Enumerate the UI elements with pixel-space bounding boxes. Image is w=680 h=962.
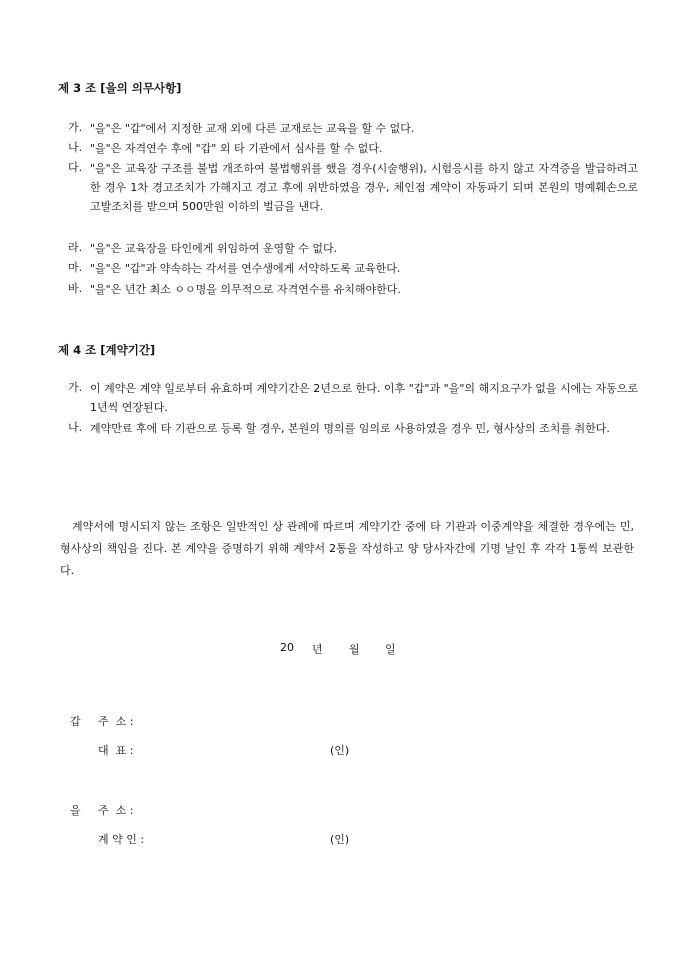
item-marker: 라. (68, 241, 83, 254)
article-3-item-ba (68, 280, 638, 299)
party-a-name: 갑 (70, 715, 81, 728)
item-text: "을"은 교육장 구조를 불법 개조하여 불법행위를 했을 경우(시술행위), 시험응시를 하지 않고 자격증을 발급하려고 한 경우 1차 경고조치가 가해지고 경고 후에 위반하였을 경우, 체인점 계약이 자동파기 되며 본원의 명예훼손으로 고발조치를 받으며 500만원 이하의 벌금을 낸다. (90, 162, 638, 213)
date-year-label: 년 (312, 643, 323, 656)
article-3-item-ra (68, 239, 638, 258)
party-a-address-label: 주 소 : (98, 715, 134, 728)
item-text: "을"은 교육장을 타인에게 위임하여 운영할 수 없다. (90, 242, 338, 255)
item-marker: 가. (68, 381, 83, 394)
article-4-item-na (68, 419, 638, 438)
article-4-title: 제 4 조 [계약기간] (58, 343, 156, 357)
date-day-label: 일 (385, 643, 396, 656)
article-3-title: 제 3 조 [을의 의무사항] (58, 81, 182, 95)
date-month-label: 월 (349, 643, 360, 656)
item-text: 이 계약은 계약 일로부터 유효하며 계약기간은 2년으로 한다. 이후 "갑"과 "을"의 해지요구가 없을 시에는 자동으로 1년씩 연장된다. (90, 382, 638, 414)
item-marker: 마. (68, 261, 83, 274)
party-b-name: 을 (70, 804, 81, 817)
party-b-seal: (인) (330, 833, 350, 846)
item-text: "을"은 년간 최소 ㅇㅇ명을 의무적으로 자격연수를 유치해야한다. (90, 283, 401, 296)
party-a-representative-label: 대 표 : (98, 744, 134, 757)
item-marker: 바. (68, 282, 83, 295)
article-4-item-ga (68, 379, 638, 417)
date-year: 20 (280, 641, 294, 654)
party-b-address-label: 주 소 : (98, 804, 134, 817)
party-a-seal: (인) (330, 744, 350, 757)
item-text: 계약만료 후에 타 기관으로 등록 할 경우, 본원의 명의를 임의로 사용하였을 경우 민, 형사상의 조치를 취한다. (90, 422, 610, 435)
item-marker: 나. (68, 421, 83, 434)
item-marker: 나. (68, 141, 83, 154)
article-3-item-da (68, 159, 638, 216)
item-text: "을"은 자격연수 후에 "갑" 외 타 기관에서 심사를 할 수 없다. (90, 142, 383, 155)
article-3-item-ga (68, 119, 638, 138)
item-text: "을"은 "갑"에서 지정한 교재 외에 다른 교재로는 교육을 할 수 없다. (90, 122, 415, 135)
item-marker: 가. (68, 121, 83, 134)
item-marker: 다. (68, 161, 83, 174)
article-3-item-na (68, 139, 638, 158)
party-b-contractor-label: 계 약 인 : (98, 833, 145, 846)
item-text: "을"은 "갑"과 약속하는 각서를 연수생에게 서약하도록 교육한다. (90, 262, 401, 275)
closing-paragraph: 계약서에 명시되지 않는 조항은 일반적인 상 관례에 따르며 계약기간 중에 타 기관과 이중계약을 체결한 경우에는 민, 형사상의 책임을 진다. 본 계약을 증명하기 위해 계약서 2통을 작성하고 양 당사자간에 기명 날인 후 각각 1통씩 보관한다. (60, 520, 634, 577)
article-3-item-ma (68, 259, 638, 278)
